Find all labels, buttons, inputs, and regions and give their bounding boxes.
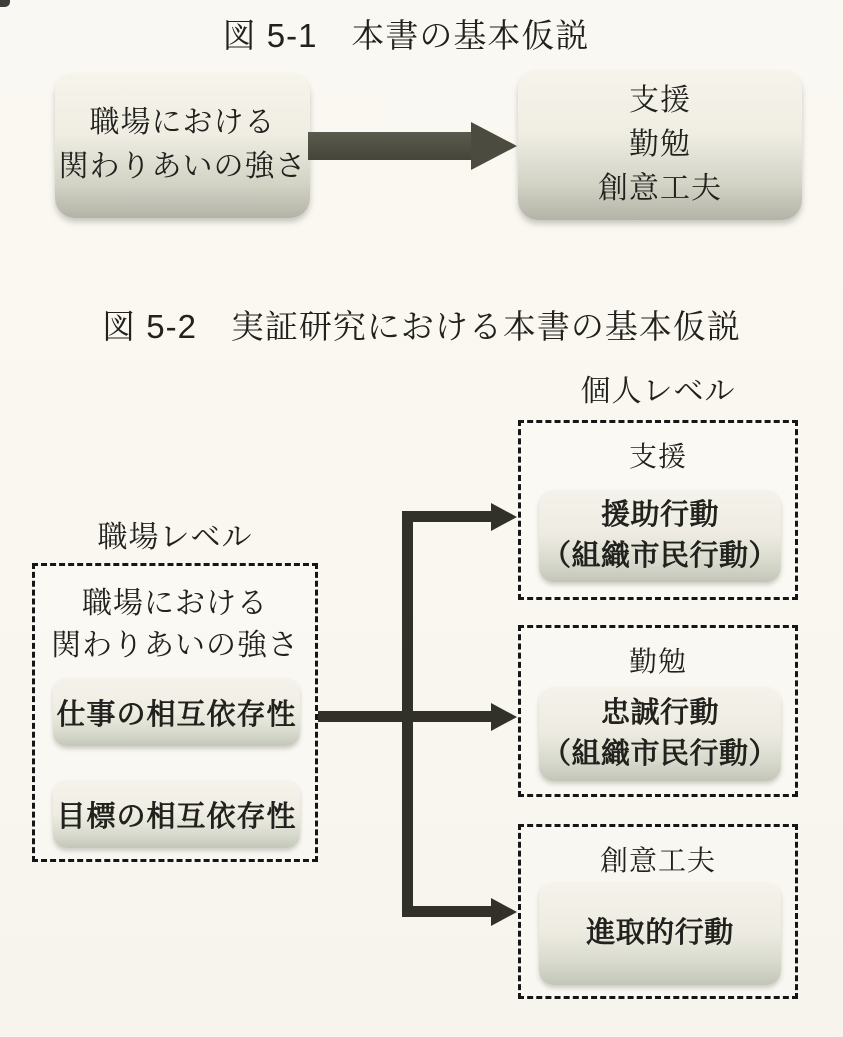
workplace-involvement-box [55, 73, 310, 218]
support-category-label: 支援 [628, 441, 687, 472]
goal-interdependence-box: 目標の相互依存性 [53, 780, 300, 848]
connector-branch-bottom [402, 906, 492, 917]
outcome-box-support [518, 420, 798, 600]
arrow-head-bottom-icon [491, 898, 517, 926]
figure-5-2-title: 図 5-2 実証研究における本書の基本仮説 [102, 308, 741, 345]
helping-behavior-line-1: 援助行動 [600, 499, 719, 531]
outcome-box-creativity [518, 824, 798, 999]
effect-box-line-1: 支援 [629, 84, 691, 117]
loyalty-behavior-line-1: 忠誠行動 [600, 697, 719, 729]
effect-box-line-2: 勤勉 [629, 128, 691, 161]
proactive-behavior-line-1: 進取的行動 [586, 917, 734, 949]
outcome-box-diligence [518, 625, 798, 797]
workplace-level-box [32, 563, 318, 862]
creativity-category-label: 創意工夫 [599, 845, 716, 876]
workplace-box-heading [35, 566, 315, 667]
workplace-heading-line-1: 職場における [82, 587, 268, 620]
helping-behavior-box [539, 490, 781, 582]
cause-box-line-2: 関わりあいの強さ [58, 150, 307, 183]
effect-box-line-3: 創意工夫 [598, 172, 722, 205]
task-interdependence-box: 仕事の相互依存性 [53, 678, 300, 746]
loyalty-behavior-line-2: （組織市民行動） [541, 738, 778, 770]
workplace-heading-line-2: 関わりあいの強さ [51, 629, 299, 662]
connector-branch-top [402, 511, 492, 522]
fig1-arrow-head-icon [471, 122, 517, 170]
outcomes-box [518, 70, 802, 220]
loyalty-behavior-box [539, 687, 781, 781]
arrow-head-middle-icon [491, 703, 517, 731]
individual-level-label: 個人レベル [580, 375, 736, 408]
fig1-arrow-shaft [308, 132, 472, 160]
figure-5-1-title: 図 5-1 本書の基本仮説 [222, 17, 590, 54]
connector-branch-middle [318, 711, 492, 722]
helping-behavior-line-2: （組織市民行動） [541, 540, 778, 572]
workplace-level-label: 職場レベル [97, 521, 253, 554]
proactive-behavior-box [539, 882, 781, 985]
scan-artifact [0, 0, 10, 7]
diligence-category-label: 勤勉 [628, 646, 687, 677]
cause-box-line-1: 職場における [89, 106, 276, 139]
arrow-head-top-icon [491, 503, 517, 531]
